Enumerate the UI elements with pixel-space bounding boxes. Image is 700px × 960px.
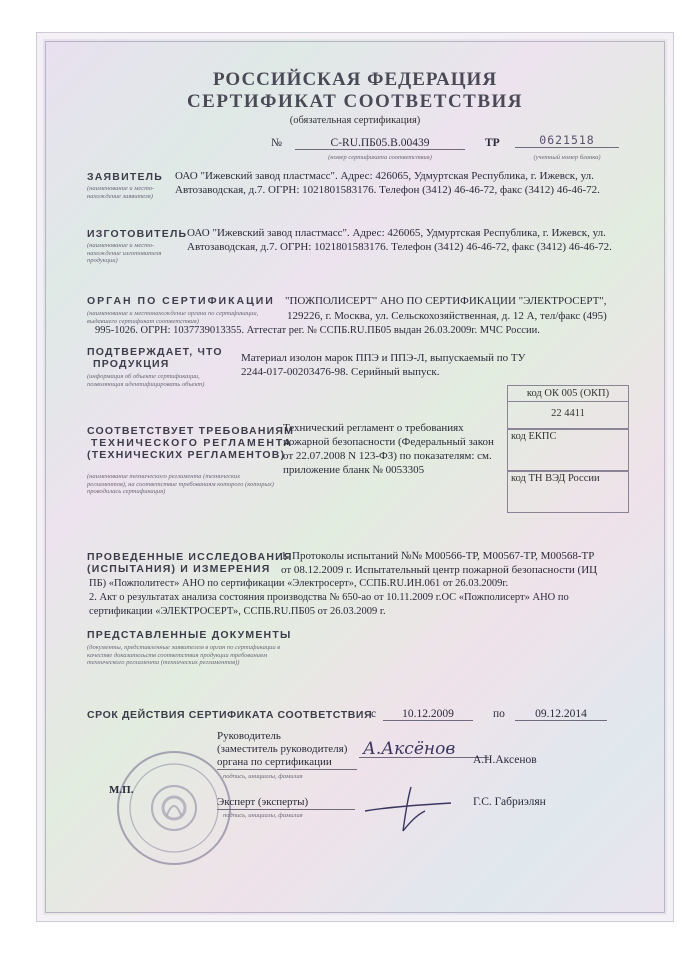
tests-label-line1: ПРОВЕДЕННЫЕ ИССЛЕДОВАНИЯ: [87, 551, 293, 563]
tests-line1: 1. Протоколы испытаний №№ М00566-ТР, М00567-ТР, М00568-ТР: [281, 550, 595, 562]
product-caption: (информация об объекте сертификации, позволяющая идентифицировать объект): [87, 373, 205, 388]
okp-code-label: код ОК 005 (ОКП): [508, 386, 628, 402]
certificate-number-caption: (номер сертификата соответствия): [328, 154, 432, 161]
tests-line3: ПБ) «Пожполитест» АНО по сертификации «Электросерт», ССПБ.RU.ИН.061 от 26.03.2009г.: [89, 578, 509, 589]
manufacturer-caption: (наименование и место- нахождение изготовителя продукции): [87, 242, 162, 264]
compliance-caption: (наименование технического регламента (технических регламентов), на соответствие требованиям которого (которых) проводилась сертификация): [87, 473, 274, 495]
head-title-line2: (заместитель руководителя): [217, 743, 348, 755]
certificate-page: [36, 32, 674, 922]
certificate-number: C-RU.ПБ05.B.00439: [295, 137, 465, 150]
head-title-line1: Руководитель: [217, 730, 281, 742]
applicant-caption: (наименование и место- нахождение заявителя): [87, 185, 155, 200]
ektps-code-box: [507, 429, 629, 471]
head-signature-line: [359, 757, 489, 758]
blank-number-caption: (учетный номер бланка): [533, 154, 601, 161]
blank-number: 0621518: [515, 133, 619, 148]
compliance-label-line2: ТЕХНИЧЕСКОГО РЕГЛАМЕНТА: [91, 437, 293, 449]
number-sign: №: [271, 137, 282, 149]
country-title: РОССИЙСКАЯ ФЕДЕРАЦИЯ: [212, 69, 498, 90]
compliance-label-line1: СООТВЕТСТВУЕТ ТРЕБОВАНИЯМ: [87, 425, 295, 437]
tests-label-line2: (ИСПЫТАНИЯ) И ИЗМЕРЕНИЯ: [87, 563, 271, 575]
certification-body-line1: "ПОЖПОЛИСЕРТ" АНО ПО СЕРТИФИКАЦИИ "ЭЛЕКТРОСЕРТ",: [285, 295, 607, 307]
product-label-line2: ПРОДУКЦИЯ: [93, 358, 170, 370]
applicant-label: ЗАЯВИТЕЛЬ: [87, 171, 163, 183]
certification-body-line2: 129226, г. Москва, ул. Сельскохозяйственная, д. 12 А, тел/факс (495): [287, 310, 607, 322]
tnved-code-label: код ТН ВЭД России: [511, 473, 600, 484]
expert-label: Эксперт (эксперты): [217, 795, 355, 810]
tests-line2: от 08.12.2009 г. Испытательный центр пожарной безопасности (ИЦ: [281, 564, 598, 576]
expert-name: Г.С. Габриэлян: [473, 796, 546, 808]
tr-label: ТР: [485, 137, 500, 149]
manufacturer-label: ИЗГОТОВИТЕЛЬ: [87, 228, 188, 240]
tnved-code-box: [507, 471, 629, 513]
expert-signature-caption: подпись, инициалы, фамилия: [223, 812, 303, 819]
ektps-code-label: код ЕКПС: [511, 431, 557, 442]
documents-label: ПРЕДСТАВЛЕННЫЕ ДОКУМЕНТЫ: [87, 629, 292, 641]
product-text: Материал изолон марок ППЭ и ППЭ-Л, выпускаемый по ТУ 2244-017-00203476-98. Серийный выпуск.: [241, 352, 526, 378]
compliance-label-line3: (ТЕХНИЧЕСКИХ РЕГЛАМЕНТОВ): [87, 449, 286, 461]
tests-line5: сертификации «ЭЛЕКТРОСЕРТ», ССПБ.RU.ПБ05 от 26.03.2009 г.: [89, 606, 386, 617]
tests-line4: 2. Акт о результатах анализа состояния производства № 650-ао от 10.11.2009 г.ОС «Пожполисерт» АНО по: [89, 592, 569, 603]
validity-to: 09.12.2014: [515, 708, 607, 721]
head-name: А.Н.Аксенов: [473, 754, 537, 766]
official-stamp: [115, 749, 233, 867]
validity-label: СРОК ДЕЙСТВИЯ СЕРТИФИКАТА СООТВЕТСТВИЯ: [87, 709, 373, 721]
head-title-line3: органа по сертификации: [217, 755, 357, 770]
okp-code-box: [507, 385, 629, 429]
stamp-label: М.П.: [109, 784, 134, 796]
compliance-text: Технический регламент о требованиях пожарной безопасности (Федеральный закон от 22.07.2008 N 123-ФЗ) по показателям: см. приложение бланк № 0053305: [283, 422, 494, 476]
documents-caption: (документы, представленные заявителем в орган по сертификации в качестве доказательств соответствия продукции требованиям технического регламента (технических регламентов)): [87, 644, 281, 666]
certification-body-line3: 995-1026. ОГРН: 1037739013355. Аттестат рег. № ССПБ.RU.ПБ05 выдан 26.03.2009г. МЧС России.: [95, 325, 540, 336]
certificate-title: СЕРТИФИКАТ СООТВЕТСТВИЯ: [186, 91, 524, 112]
product-label-line1: ПОДТВЕРЖДАЕТ, ЧТО: [87, 346, 223, 358]
certificate-subtitle: (обязательная сертификация): [289, 115, 421, 126]
manufacturer-text: ОАО "Ижевский завод пластмасс". Адрес: 426065, Удмуртская Республика, г. Ижевск, ул. Автозаводская, д.7. ОГРН: 1021801583176. Телефон (3412) 46-46-72, факс (3412) 46-46-72.: [187, 227, 612, 253]
head-signature: А.Аксёнов: [363, 739, 456, 759]
validity-to-label: по: [493, 708, 505, 720]
applicant-text: ОАО "Ижевский завод пластмасс". Адрес: 426065, Удмуртская Республика, г. Ижевск, ул. Автозаводская, д.7. ОГРН: 1021801583176. Телефон (3412) 46-46-72, факс (3412) 46-46-72.: [175, 170, 600, 196]
certification-body-label: ОРГАН ПО СЕРТИФИКАЦИИ: [87, 295, 275, 307]
head-signature-caption: подпись, инициалы, фамилия: [223, 773, 303, 780]
validity-from: 10.12.2009: [383, 708, 473, 721]
certification-body-caption: (наименование и местонахождение органа по сертификации, выдавшего сертификат соответствия): [87, 310, 259, 325]
expert-signature: [359, 781, 459, 835]
validity-from-label: с: [371, 708, 377, 720]
okp-code-value: 22 4411: [551, 408, 585, 419]
